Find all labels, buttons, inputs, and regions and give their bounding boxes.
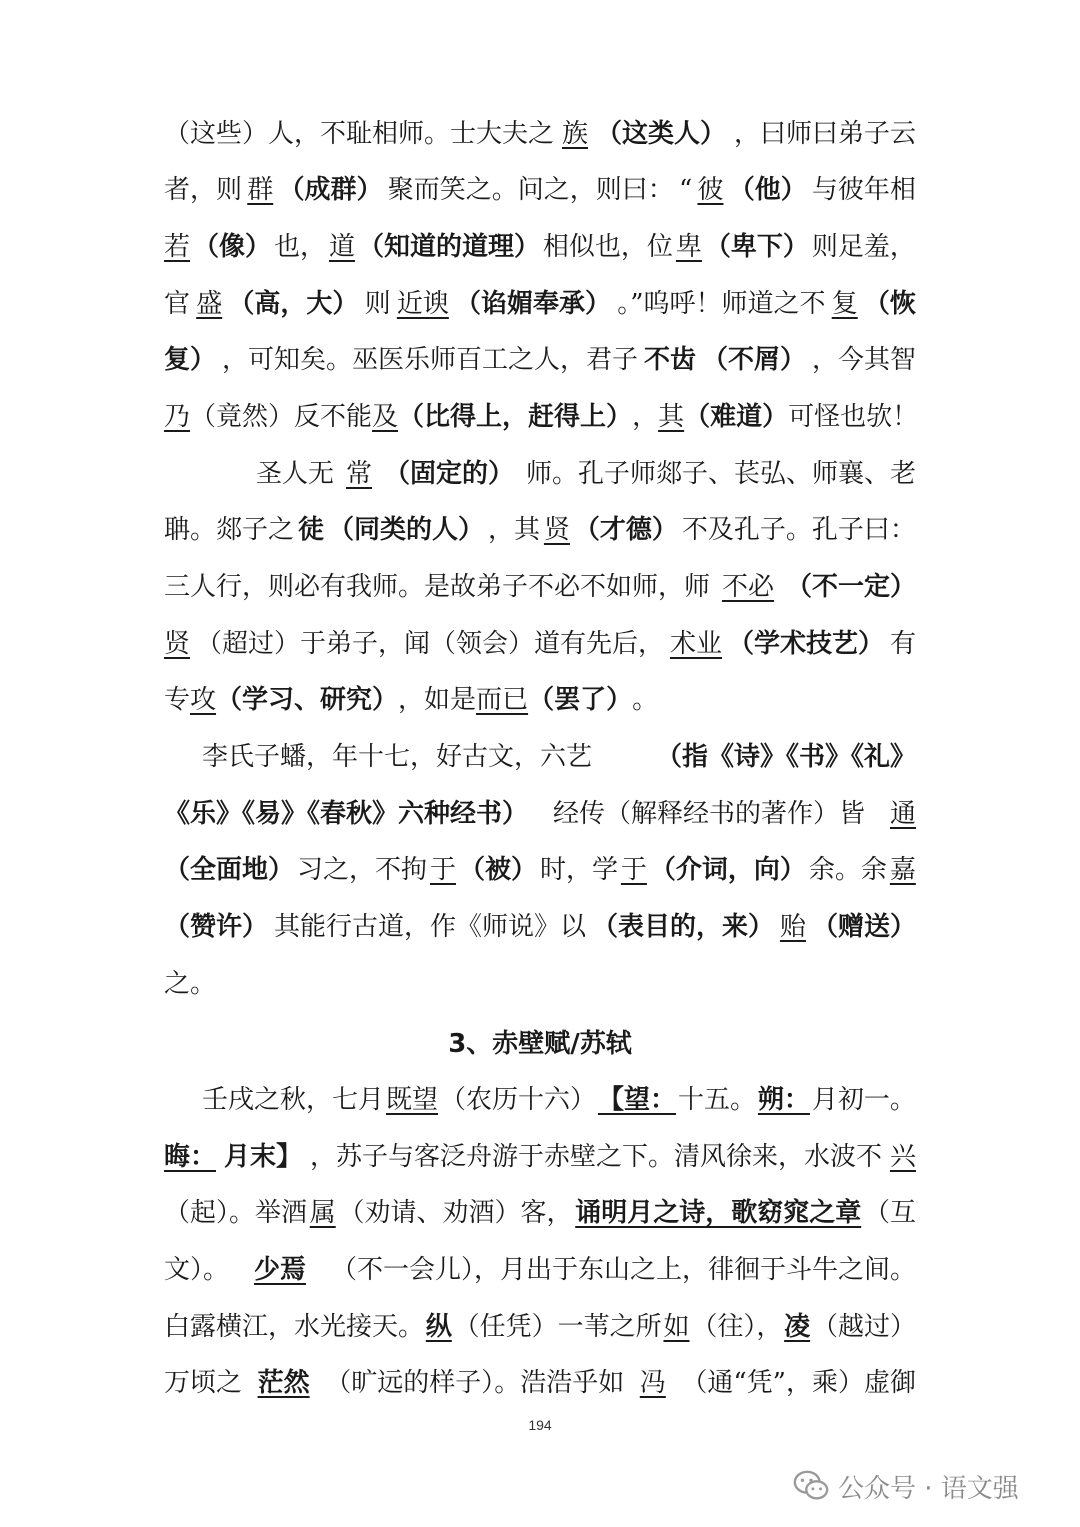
annotated-word: 及 — [372, 402, 399, 432]
text-run: 官 — [164, 289, 191, 319]
text-line — [164, 225, 916, 269]
annotated-word: 复 — [831, 289, 858, 319]
text-run: 有 — [889, 629, 916, 659]
annotated-word: 如 — [663, 1312, 690, 1342]
annotated-word: 彼 — [697, 175, 724, 205]
text-run: 三人行，则必有我师。是故弟子不必不如师，师 — [164, 572, 711, 602]
annotated-word: 群 — [247, 175, 274, 205]
text-run: 之。 — [164, 969, 217, 999]
gloss-text: （他） — [728, 175, 807, 205]
gloss-text: （同类的人） — [327, 515, 484, 545]
text-line — [164, 1248, 916, 1292]
text-run: “ — [678, 175, 693, 205]
text-run: 习之，不拘 — [296, 855, 427, 885]
annotated-word: 贤 — [164, 629, 191, 659]
gloss-text: （高，大） — [228, 289, 359, 319]
text-run: 不及孔子。孔子曰： — [681, 515, 916, 545]
annotated-word: 贤 — [543, 515, 570, 545]
page-number: 194 — [528, 1417, 552, 1433]
text-run: 时，学 — [539, 855, 618, 885]
annotated-word: 少焉 — [253, 1255, 306, 1285]
watermark — [792, 1466, 1019, 1506]
gloss-text: （学习、研究） — [216, 685, 399, 715]
gloss-text: （比得上，赶得上） — [398, 402, 633, 432]
gloss-text: （指《诗》《书》《礼》 — [655, 742, 916, 772]
text-run: 白露横江，水光接天。 — [164, 1312, 425, 1342]
text-run: 其能行古道，作《师说》以 — [273, 912, 586, 942]
gloss-text: （谄媚奉承） — [455, 289, 612, 319]
section-heading: 3、赤壁赋/苏轼 — [448, 1029, 632, 1059]
annotated-word: 诵明月之诗，歌窈窕之章 — [575, 1198, 862, 1228]
gloss-text: （介词，向） — [649, 855, 806, 885]
annotated-word: 攻 — [190, 685, 217, 715]
text-run: 十五。 — [677, 1085, 756, 1115]
text-line — [202, 735, 916, 779]
text-run: （超过）于弟子，闻（领会）道有先后， — [195, 629, 664, 659]
text-run: ，曰师曰弟子云 — [733, 119, 916, 149]
annotated-word: 术业 — [669, 629, 722, 659]
annotated-word: 【望： — [597, 1085, 676, 1115]
text-run: 万顷之 — [164, 1368, 243, 1398]
text-run: 专 — [164, 685, 191, 715]
annotated-word: 凌 — [784, 1312, 811, 1342]
text-line — [164, 168, 916, 212]
text-run: 相似也，位 — [542, 232, 673, 262]
text-line — [164, 565, 916, 609]
text-run: 文）。 — [164, 1255, 230, 1285]
text-line — [164, 905, 916, 949]
text-line — [164, 848, 916, 892]
text-run: ，其 — [487, 515, 540, 545]
text-line — [164, 508, 916, 552]
text-run: ，今其智 — [811, 345, 916, 375]
annotated-word: 纵 — [425, 1312, 452, 1342]
text-run: 与彼年相 — [811, 175, 916, 205]
text-run: 。”呜呼！师道之不 — [617, 289, 826, 319]
text-run: （越过） — [811, 1312, 916, 1342]
text-run: （互 — [863, 1198, 916, 1228]
text-line — [164, 678, 916, 722]
annotated-word: 通 — [889, 799, 916, 829]
text-run: 李氏子蟠，年十七，好古文，六艺 — [202, 742, 593, 772]
gloss-text: （恢 — [863, 289, 916, 319]
gloss-text: （成群） — [278, 175, 383, 205]
text-run: 聃。郯子之 — [164, 515, 295, 545]
gloss-text: （不屑） — [701, 345, 806, 375]
gloss-text: 《乐》《易》《春秋》六种经书） — [164, 799, 529, 829]
annotated-word: 而已 — [476, 685, 529, 715]
annotated-word: 晦： — [164, 1142, 217, 1172]
text-line — [164, 112, 916, 156]
gloss-text: （表目的，来） — [591, 912, 774, 942]
annotated-word: 不必 — [721, 572, 774, 602]
text-line — [164, 338, 916, 382]
text-run: 壬戌之秋，七月 — [202, 1085, 385, 1115]
gloss-text: （罢了） — [528, 685, 633, 715]
annotated-word: 嘉 — [889, 855, 916, 885]
text-line — [164, 395, 919, 439]
text-line — [202, 1078, 916, 1122]
annotated-word: 道 — [328, 232, 355, 262]
annotated-word: 兴 — [889, 1142, 916, 1172]
gloss-text: （卑下） — [704, 232, 809, 262]
annotated-word: 既望 — [385, 1085, 438, 1115]
annotated-word: 其 — [658, 402, 685, 432]
gloss-text: （难道） — [684, 402, 789, 432]
annotated-word: 盛 — [196, 289, 223, 319]
gloss-text: （不一定） — [785, 572, 916, 602]
text-run: （旷远的样子）。浩浩乎如 — [325, 1368, 625, 1398]
text-run: 则 — [364, 289, 391, 319]
annotated-word: 卑 — [675, 232, 702, 262]
text-run: （这些）人，不耻相师。士大夫之 — [164, 119, 555, 149]
text-run: 。 — [632, 685, 659, 715]
text-line — [164, 962, 916, 1006]
gloss-text: （这类人） — [595, 119, 726, 149]
annotated-word: 于 — [429, 855, 456, 885]
text-run: 师。孔子师郯子、苌弘、师襄、老 — [525, 459, 916, 489]
annotated-word: 近谀 — [396, 289, 449, 319]
annotated-word: 朔： — [757, 1085, 810, 1115]
gloss-text: （像） — [192, 232, 271, 262]
gloss-text: （才德） — [573, 515, 678, 545]
annotated-word: 贻 — [779, 912, 806, 942]
text-run: （起）。举酒 — [164, 1198, 308, 1228]
text-run: 余。余 — [808, 855, 887, 885]
text-run: 者，则 — [164, 175, 243, 205]
text-run: （不一会儿），月出于东山之上，徘徊于斗牛之间。 — [330, 1255, 916, 1285]
text-run: ，如是 — [398, 685, 477, 715]
text-run: 可怪也欤！ — [788, 402, 919, 432]
text-run: ，可知矣。巫医乐师百工之人，君子 — [221, 345, 638, 375]
annotated-word: 若 — [164, 232, 191, 262]
gloss-text: （被） — [458, 855, 537, 885]
text-run: 也， — [273, 232, 326, 262]
annotated-word: 茫然 — [257, 1368, 310, 1398]
text-run: （竟然）反不能 — [190, 402, 373, 432]
gloss-text: 复） — [164, 345, 217, 375]
gloss-text: 不齿 — [643, 345, 696, 375]
text-run: （劝请、劝酒）客， — [338, 1198, 573, 1228]
text-line — [164, 622, 916, 666]
text-line — [164, 1361, 916, 1405]
text-run: 月初一。 — [811, 1085, 916, 1115]
text-run: 则足羞， — [811, 232, 916, 262]
text-run: （任凭）一苇之所 — [453, 1312, 662, 1342]
annotated-word: 族 — [561, 119, 588, 149]
annotated-word: 属 — [309, 1198, 336, 1228]
text-line — [164, 792, 916, 836]
annotated-word: 于 — [620, 855, 647, 885]
text-run: ，苏子与客泛舟游于赤壁之下。清风徐来，水波不 — [309, 1142, 882, 1172]
gloss-text: 月末】 — [223, 1142, 302, 1172]
text-line — [164, 1135, 916, 1179]
text-run: （农历十六） — [439, 1085, 596, 1115]
text-run: 经传（解释经书的著作）皆 — [552, 799, 865, 829]
watermark-text: 公众号 · 语文强 — [838, 1473, 1019, 1504]
text-run: （往）， — [691, 1312, 783, 1342]
annotated-word: 乃 — [164, 402, 191, 432]
gloss-text: （固定的） — [383, 459, 514, 489]
text-line — [164, 1305, 916, 1349]
text-line — [164, 282, 916, 326]
text-run: ， — [632, 402, 659, 432]
text-run: 圣人无 — [256, 459, 335, 489]
wechat-icon — [792, 1467, 830, 1505]
text-line — [164, 1191, 916, 1235]
annotated-word: 常 — [345, 459, 372, 489]
gloss-text: 徒 — [297, 515, 324, 545]
gloss-text: （赞许） — [164, 912, 269, 942]
gloss-text: （学术技艺） — [727, 629, 884, 659]
text-run: （通“凭”，乘）虚御 — [681, 1368, 916, 1398]
gloss-text: （知道的道理） — [357, 232, 540, 262]
text-run: 聚而笑之。问之，则曰： — [387, 175, 674, 205]
text-line — [256, 452, 916, 496]
annotated-word: 冯 — [639, 1368, 666, 1398]
gloss-text: （赠送） — [811, 912, 916, 942]
gloss-text: （全面地） — [164, 855, 295, 885]
